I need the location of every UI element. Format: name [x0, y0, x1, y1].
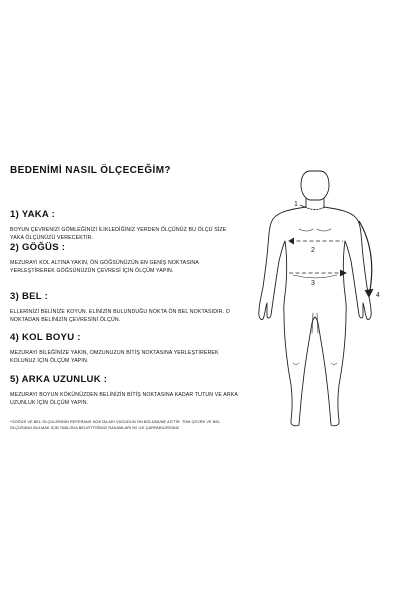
label-2: 2 [311, 247, 315, 254]
section-yaka [10, 209, 240, 242]
section-text: BOYUN ÇEVRENİZİ GÖMLEĞİNİZİ İLİKLEDİĞİNİZ YERDEN ÖLÇÜNÜZ BU ÖLÇÜ SİZE YAKA ÖLÇÜNÜZÜ VERECEKTİR. [10, 227, 227, 241]
head-outline [301, 171, 329, 200]
body-measurement-figure [243, 163, 393, 433]
label-1: 1 [294, 201, 298, 208]
section-text: ELLERİNİZİ BELİNİZE KOYUN. ELİNİZİN BULUNDUĞU NOKTA ÖN BEL NOKTASIDIR. O NOKTADAN BELİNİZİN ÇEVRESİNİ ÖLÇÜN. [10, 309, 230, 323]
section-arka-uzunluk [10, 374, 240, 407]
section-text: MEZURAYI KOL ALTINA YAKIN, ÖN GÖĞSÜNÜZÜN EN GENİŞ NOKTASINA YERLEŞTİREREK GÖĞSÜNÜZÜN ÇEVRESİ İÇİN ÖLÇÜM YAPIN. [10, 260, 199, 274]
waist-measure-icon [289, 270, 346, 276]
footnote: *GÖĞÜS VE BEL ÖLÇÜLERİNİN REFERANS NOKTALARI VÜCUDUN ÖN BÖLÜMÜNE AİTTİR. TÜM ÇEVRE VE BEL ÖLÇÜSÜNÜ BULMAK İÇİN TABLODA BELİRTTİĞİMİZ RAKAMLARI İKİ İLE ÇARPABİLİRSİNİZ [10, 420, 221, 430]
section-heading: 2) GÖĞÜS : [10, 242, 66, 253]
page-title: BEDENİMİ NASIL ÖLÇECEĞİM? [10, 165, 171, 176]
section-kol-boyu [10, 332, 240, 365]
section-bel [10, 291, 240, 324]
section-heading: 4) KOL BOYU : [10, 332, 81, 343]
section-text: MEZURAYI BOYUN KÖKÜNÜZDEN BELİNİZİN BİTİŞ NOKTASINA KADAR TUTUN VE ARKA UZUNLUK İÇİN ÖLÇÜM YAPIN. [10, 392, 238, 406]
section-heading: 3) BEL : [10, 291, 49, 302]
neck-measure-icon [300, 205, 305, 207]
section-heading: 1) YAKA : [10, 209, 56, 220]
section-text: MEZURAYI BİLEĞİNİZE YAKIN, OMZUNUZUN BİTİŞ NOKTASINA YERLEŞTİREREK KOLUNUZ İÇİN ÖLÇÜM YAPIN. [10, 350, 219, 364]
label-3: 3 [311, 280, 315, 287]
label-4: 4 [376, 292, 380, 299]
section-heading: 5) ARKA UZUNLUK : [10, 374, 108, 385]
section-gogus [10, 242, 240, 275]
chest-measure-icon [289, 238, 343, 244]
body-outline-icon [243, 163, 393, 433]
